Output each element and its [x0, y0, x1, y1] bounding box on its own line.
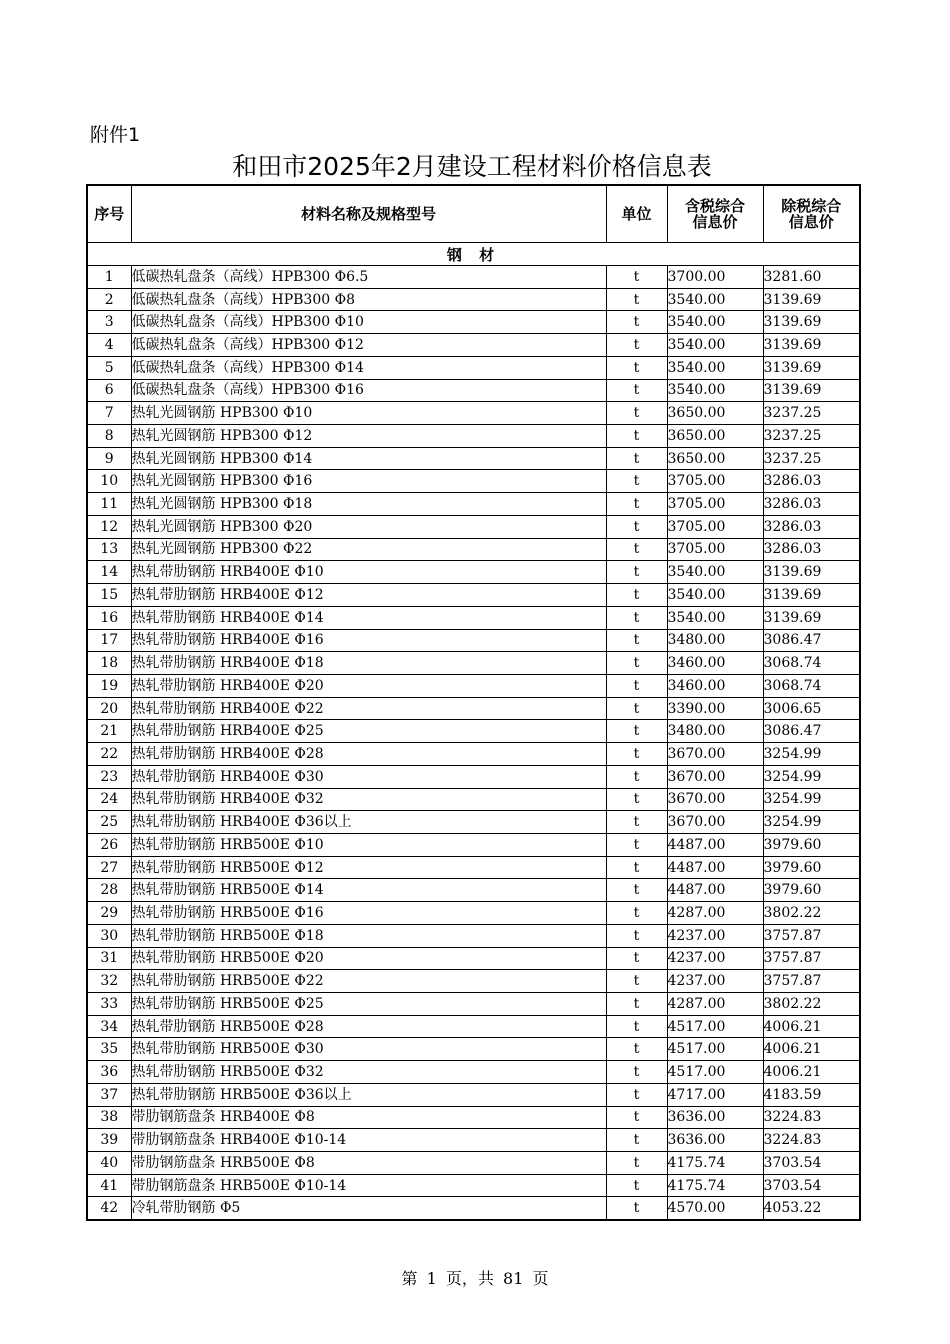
row-price-without-tax: 3802.22: [763, 993, 860, 1016]
table-row: [87, 1106, 860, 1129]
row-price-with-tax: 4487.00: [667, 879, 763, 902]
row-unit: t: [606, 856, 667, 879]
row-material-name: 热轧带肋钢筋 HRB400E Φ18: [131, 652, 606, 675]
row-price-without-tax: 3286.03: [763, 538, 860, 561]
table-row: [87, 788, 860, 811]
row-material-name: 低碳热轧盘条（高线）HPB300 Φ8: [131, 288, 606, 311]
row-index: 3: [87, 311, 131, 334]
row-price-without-tax: 4006.21: [763, 1061, 860, 1084]
row-price-without-tax: 3139.69: [763, 356, 860, 379]
row-material-name: 带肋钢筋盘条 HRB400E Φ10-14: [131, 1129, 606, 1152]
row-material-name: 热轧带肋钢筋 HRB400E Φ25: [131, 720, 606, 743]
row-price-with-tax: 3480.00: [667, 629, 763, 652]
row-unit: t: [606, 1129, 667, 1152]
row-price-with-tax: 3650.00: [667, 425, 763, 448]
row-price-without-tax: 3802.22: [763, 902, 860, 925]
header-price-without-tax-line1: 除税综合: [781, 197, 842, 215]
table-row: [87, 379, 860, 402]
row-price-without-tax: 3979.60: [763, 879, 860, 902]
row-index: 27: [87, 856, 131, 879]
row-price-without-tax: 3757.87: [763, 947, 860, 970]
table-row: [87, 1083, 860, 1106]
row-material-name: 热轧带肋钢筋 HRB400E Φ12: [131, 584, 606, 607]
table-row: [87, 833, 860, 856]
row-unit: t: [606, 311, 667, 334]
table-row: [87, 311, 860, 334]
row-price-without-tax: 3139.69: [763, 584, 860, 607]
row-price-without-tax: 3254.99: [763, 743, 860, 766]
row-price-with-tax: 4517.00: [667, 1015, 763, 1038]
table-row: [87, 947, 860, 970]
row-price-with-tax: 4287.00: [667, 993, 763, 1016]
row-price-without-tax: 3139.69: [763, 334, 860, 357]
row-price-with-tax: 3705.00: [667, 538, 763, 561]
row-price-without-tax: 3237.25: [763, 447, 860, 470]
row-material-name: 热轧带肋钢筋 HRB500E Φ20: [131, 947, 606, 970]
row-price-with-tax: 3540.00: [667, 606, 763, 629]
row-unit: t: [606, 743, 667, 766]
row-index: 21: [87, 720, 131, 743]
row-price-without-tax: 3139.69: [763, 379, 860, 402]
row-index: 11: [87, 493, 131, 516]
row-unit: t: [606, 515, 667, 538]
row-material-name: 热轧带肋钢筋 HRB400E Φ30: [131, 765, 606, 788]
row-index: 42: [87, 1197, 131, 1220]
row-price-with-tax: 4570.00: [667, 1197, 763, 1220]
row-material-name: 热轧光圆钢筋 HPB300 Φ10: [131, 402, 606, 425]
row-price-with-tax: 4237.00: [667, 947, 763, 970]
table-row: [87, 356, 860, 379]
row-price-with-tax: 3460.00: [667, 652, 763, 675]
row-price-with-tax: 3540.00: [667, 356, 763, 379]
row-material-name: 低碳热轧盘条（高线）HPB300 Φ16: [131, 379, 606, 402]
row-index: 36: [87, 1061, 131, 1084]
table-row: [87, 1129, 860, 1152]
row-price-without-tax: 3224.83: [763, 1106, 860, 1129]
row-material-name: 低碳热轧盘条（高线）HPB300 Φ12: [131, 334, 606, 357]
footer-total-pages: 81: [503, 1269, 524, 1288]
row-index: 22: [87, 743, 131, 766]
row-index: 18: [87, 652, 131, 675]
row-index: 37: [87, 1083, 131, 1106]
row-index: 2: [87, 288, 131, 311]
table-row: [87, 606, 860, 629]
row-material-name: 热轧光圆钢筋 HPB300 Φ14: [131, 447, 606, 470]
table-row: [87, 879, 860, 902]
category-label: 钢 材: [87, 243, 860, 266]
table-row: [87, 1152, 860, 1175]
row-material-name: 热轧带肋钢筋 HRB400E Φ20: [131, 674, 606, 697]
row-index: 14: [87, 561, 131, 584]
footer-page-number: 1: [426, 1269, 437, 1288]
row-unit: t: [606, 1174, 667, 1197]
row-index: 31: [87, 947, 131, 970]
row-material-name: 热轧带肋钢筋 HRB500E Φ14: [131, 879, 606, 902]
row-price-without-tax: 3237.25: [763, 402, 860, 425]
row-index: 17: [87, 629, 131, 652]
row-material-name: 热轧光圆钢筋 HPB300 Φ20: [131, 515, 606, 538]
row-index: 8: [87, 425, 131, 448]
table-row: [87, 697, 860, 720]
row-material-name: 热轧带肋钢筋 HRB400E Φ32: [131, 788, 606, 811]
table-row: [87, 856, 860, 879]
row-price-without-tax: 3281.60: [763, 266, 860, 289]
row-material-name: 热轧带肋钢筋 HRB500E Φ18: [131, 924, 606, 947]
row-price-with-tax: 3700.00: [667, 266, 763, 289]
row-price-without-tax: 3254.99: [763, 765, 860, 788]
row-material-name: 低碳热轧盘条（高线）HPB300 Φ6.5: [131, 266, 606, 289]
row-price-with-tax: 4175.74: [667, 1174, 763, 1197]
table-row: [87, 1061, 860, 1084]
row-price-without-tax: 3979.60: [763, 833, 860, 856]
row-price-with-tax: 4237.00: [667, 924, 763, 947]
row-unit: t: [606, 402, 667, 425]
header-index: 序号: [87, 185, 131, 243]
row-unit: t: [606, 652, 667, 675]
row-index: 30: [87, 924, 131, 947]
table-row: [87, 993, 860, 1016]
row-unit: t: [606, 1152, 667, 1175]
table-row: [87, 924, 860, 947]
table-row: [87, 561, 860, 584]
row-price-with-tax: 3540.00: [667, 561, 763, 584]
row-material-name: 热轧带肋钢筋 HRB400E Φ10: [131, 561, 606, 584]
price-table: [86, 184, 861, 1221]
table-row: [87, 970, 860, 993]
table-row: [87, 743, 860, 766]
row-unit: t: [606, 561, 667, 584]
row-price-without-tax: 3703.54: [763, 1152, 860, 1175]
row-price-with-tax: 4487.00: [667, 856, 763, 879]
row-material-name: 热轧光圆钢筋 HPB300 Φ22: [131, 538, 606, 561]
row-price-without-tax: 3086.47: [763, 720, 860, 743]
row-unit: t: [606, 993, 667, 1016]
attachment-label: 附件1: [90, 124, 141, 146]
row-index: 19: [87, 674, 131, 697]
row-unit: t: [606, 947, 667, 970]
row-price-with-tax: 4517.00: [667, 1061, 763, 1084]
row-price-with-tax: 3705.00: [667, 493, 763, 516]
row-index: 12: [87, 515, 131, 538]
row-price-without-tax: 3139.69: [763, 288, 860, 311]
header-price-with-tax-line1: 含税综合: [684, 197, 745, 215]
row-index: 25: [87, 811, 131, 834]
row-index: 20: [87, 697, 131, 720]
row-index: 34: [87, 1015, 131, 1038]
row-unit: t: [606, 765, 667, 788]
row-index: 10: [87, 470, 131, 493]
row-material-name: 热轧带肋钢筋 HRB500E Φ10: [131, 833, 606, 856]
header-price-without-tax: [763, 185, 860, 243]
row-unit: t: [606, 1106, 667, 1129]
row-unit: t: [606, 629, 667, 652]
table-row: [87, 1174, 860, 1197]
row-unit: t: [606, 1061, 667, 1084]
row-price-without-tax: 4006.21: [763, 1015, 860, 1038]
row-index: 4: [87, 334, 131, 357]
row-price-without-tax: 3237.25: [763, 425, 860, 448]
row-price-without-tax: 3006.65: [763, 697, 860, 720]
row-material-name: 热轧带肋钢筋 HRB500E Φ25: [131, 993, 606, 1016]
row-material-name: 低碳热轧盘条（高线）HPB300 Φ14: [131, 356, 606, 379]
header-price-with-tax: [667, 185, 763, 243]
row-material-name: 带肋钢筋盘条 HRB500E Φ10-14: [131, 1174, 606, 1197]
row-price-with-tax: 3670.00: [667, 743, 763, 766]
row-unit: t: [606, 879, 667, 902]
row-index: 32: [87, 970, 131, 993]
row-material-name: 热轧带肋钢筋 HRB500E Φ30: [131, 1038, 606, 1061]
row-material-name: 带肋钢筋盘条 HRB500E Φ8: [131, 1152, 606, 1175]
row-price-with-tax: 3540.00: [667, 288, 763, 311]
row-unit: t: [606, 902, 667, 925]
row-unit: t: [606, 493, 667, 516]
row-price-without-tax: 3139.69: [763, 311, 860, 334]
row-unit: t: [606, 788, 667, 811]
row-unit: t: [606, 720, 667, 743]
row-price-with-tax: 4175.74: [667, 1152, 763, 1175]
footer-prefix: 第: [401, 1269, 418, 1288]
row-unit: t: [606, 1083, 667, 1106]
header-name: 材料名称及规格型号: [131, 185, 606, 243]
row-index: 23: [87, 765, 131, 788]
row-index: 13: [87, 538, 131, 561]
row-material-name: 热轧带肋钢筋 HRB400E Φ36以上: [131, 811, 606, 834]
row-material-name: 低碳热轧盘条（高线）HPB300 Φ10: [131, 311, 606, 334]
row-price-with-tax: 3540.00: [667, 334, 763, 357]
table-row: [87, 425, 860, 448]
row-price-with-tax: 3670.00: [667, 788, 763, 811]
row-material-name: 热轧带肋钢筋 HRB500E Φ28: [131, 1015, 606, 1038]
row-index: 41: [87, 1174, 131, 1197]
table-row: [87, 515, 860, 538]
row-price-with-tax: 3460.00: [667, 674, 763, 697]
row-unit: t: [606, 606, 667, 629]
table-row: [87, 266, 860, 289]
row-price-with-tax: 3650.00: [667, 402, 763, 425]
table-row: [87, 1015, 860, 1038]
table-row: [87, 584, 860, 607]
table-row: [87, 629, 860, 652]
row-price-with-tax: 4717.00: [667, 1083, 763, 1106]
row-unit: t: [606, 674, 667, 697]
row-price-without-tax: 3139.69: [763, 561, 860, 584]
header-price-with-tax-line2: 信息价: [692, 213, 738, 231]
table-row: [87, 1197, 860, 1220]
row-price-with-tax: 4287.00: [667, 902, 763, 925]
row-unit: t: [606, 288, 667, 311]
row-price-with-tax: 4487.00: [667, 833, 763, 856]
row-price-with-tax: 3705.00: [667, 470, 763, 493]
table-row: [87, 765, 860, 788]
row-price-without-tax: 4053.22: [763, 1197, 860, 1220]
page-footer: [0, 1266, 950, 1289]
row-price-without-tax: 3254.99: [763, 811, 860, 834]
header-price-without-tax-line2: 信息价: [788, 213, 834, 231]
row-index: 33: [87, 993, 131, 1016]
row-material-name: 热轧光圆钢筋 HPB300 Φ16: [131, 470, 606, 493]
row-unit: t: [606, 970, 667, 993]
row-material-name: 热轧带肋钢筋 HRB400E Φ22: [131, 697, 606, 720]
row-unit: t: [606, 833, 667, 856]
table-row: [87, 447, 860, 470]
page-title: 和田市2025年2月建设工程材料价格信息表: [232, 152, 712, 181]
row-unit: t: [606, 1038, 667, 1061]
row-price-without-tax: 4183.59: [763, 1083, 860, 1106]
row-index: 24: [87, 788, 131, 811]
footer-suffix: 页: [532, 1269, 549, 1288]
category-row: [87, 243, 860, 266]
row-price-with-tax: 3480.00: [667, 720, 763, 743]
row-index: 16: [87, 606, 131, 629]
row-unit: t: [606, 1015, 667, 1038]
row-index: 9: [87, 447, 131, 470]
row-price-without-tax: 3224.83: [763, 1129, 860, 1152]
table-row: [87, 402, 860, 425]
row-price-with-tax: 3390.00: [667, 697, 763, 720]
row-material-name: 带肋钢筋盘条 HRB400E Φ8: [131, 1106, 606, 1129]
row-material-name: 热轧带肋钢筋 HRB400E Φ16: [131, 629, 606, 652]
row-price-with-tax: 3636.00: [667, 1106, 763, 1129]
row-index: 7: [87, 402, 131, 425]
row-price-without-tax: 3068.74: [763, 674, 860, 697]
table-row: [87, 288, 860, 311]
row-price-with-tax: 4517.00: [667, 1038, 763, 1061]
row-unit: t: [606, 538, 667, 561]
row-material-name: 热轧光圆钢筋 HPB300 Φ12: [131, 425, 606, 448]
row-price-without-tax: 3757.87: [763, 970, 860, 993]
header-unit: 单位: [606, 185, 667, 243]
row-index: 26: [87, 833, 131, 856]
row-material-name: 热轧带肋钢筋 HRB500E Φ36以上: [131, 1083, 606, 1106]
row-unit: t: [606, 334, 667, 357]
row-index: 6: [87, 379, 131, 402]
row-index: 38: [87, 1106, 131, 1129]
table-row: [87, 538, 860, 561]
row-price-without-tax: 3286.03: [763, 493, 860, 516]
row-material-name: 热轧带肋钢筋 HRB400E Φ28: [131, 743, 606, 766]
row-index: 40: [87, 1152, 131, 1175]
row-price-without-tax: 3979.60: [763, 856, 860, 879]
row-price-with-tax: 4237.00: [667, 970, 763, 993]
table-row: [87, 470, 860, 493]
row-price-without-tax: 3139.69: [763, 606, 860, 629]
row-unit: t: [606, 924, 667, 947]
row-material-name: 热轧带肋钢筋 HRB500E Φ16: [131, 902, 606, 925]
table-header-row: [87, 185, 860, 243]
row-price-with-tax: 3636.00: [667, 1129, 763, 1152]
row-price-with-tax: 3705.00: [667, 515, 763, 538]
row-price-without-tax: 3286.03: [763, 470, 860, 493]
footer-middle: 页，共: [445, 1269, 494, 1288]
row-unit: t: [606, 379, 667, 402]
table-row: [87, 902, 860, 925]
row-material-name: 热轧带肋钢筋 HRB500E Φ32: [131, 1061, 606, 1084]
row-unit: t: [606, 1197, 667, 1220]
row-unit: t: [606, 811, 667, 834]
row-index: 5: [87, 356, 131, 379]
row-price-with-tax: 3540.00: [667, 379, 763, 402]
row-index: 29: [87, 902, 131, 925]
row-price-without-tax: 3703.54: [763, 1174, 860, 1197]
row-index: 35: [87, 1038, 131, 1061]
row-unit: t: [606, 266, 667, 289]
row-price-with-tax: 3670.00: [667, 765, 763, 788]
table-row: [87, 493, 860, 516]
row-material-name: 冷轧带肋钢筋 Φ5: [131, 1197, 606, 1220]
row-index: 1: [87, 266, 131, 289]
table-row: [87, 652, 860, 675]
row-index: 15: [87, 584, 131, 607]
row-material-name: 热轧带肋钢筋 HRB500E Φ12: [131, 856, 606, 879]
row-price-with-tax: 3540.00: [667, 584, 763, 607]
table-row: [87, 811, 860, 834]
row-unit: t: [606, 356, 667, 379]
row-price-with-tax: 3670.00: [667, 811, 763, 834]
row-price-with-tax: 3650.00: [667, 447, 763, 470]
row-unit: t: [606, 470, 667, 493]
row-price-with-tax: 3540.00: [667, 311, 763, 334]
row-unit: t: [606, 697, 667, 720]
row-material-name: 热轧带肋钢筋 HRB500E Φ22: [131, 970, 606, 993]
table-row: [87, 674, 860, 697]
row-material-name: 热轧光圆钢筋 HPB300 Φ18: [131, 493, 606, 516]
row-index: 39: [87, 1129, 131, 1152]
row-price-without-tax: 3286.03: [763, 515, 860, 538]
row-unit: t: [606, 425, 667, 448]
row-price-without-tax: 4006.21: [763, 1038, 860, 1061]
table-row: [87, 720, 860, 743]
table-row: [87, 1038, 860, 1061]
row-price-without-tax: 3086.47: [763, 629, 860, 652]
row-unit: t: [606, 447, 667, 470]
row-price-without-tax: 3254.99: [763, 788, 860, 811]
table-row: [87, 334, 860, 357]
row-unit: t: [606, 584, 667, 607]
row-price-without-tax: 3068.74: [763, 652, 860, 675]
row-price-without-tax: 3757.87: [763, 924, 860, 947]
row-material-name: 热轧带肋钢筋 HRB400E Φ14: [131, 606, 606, 629]
row-index: 28: [87, 879, 131, 902]
